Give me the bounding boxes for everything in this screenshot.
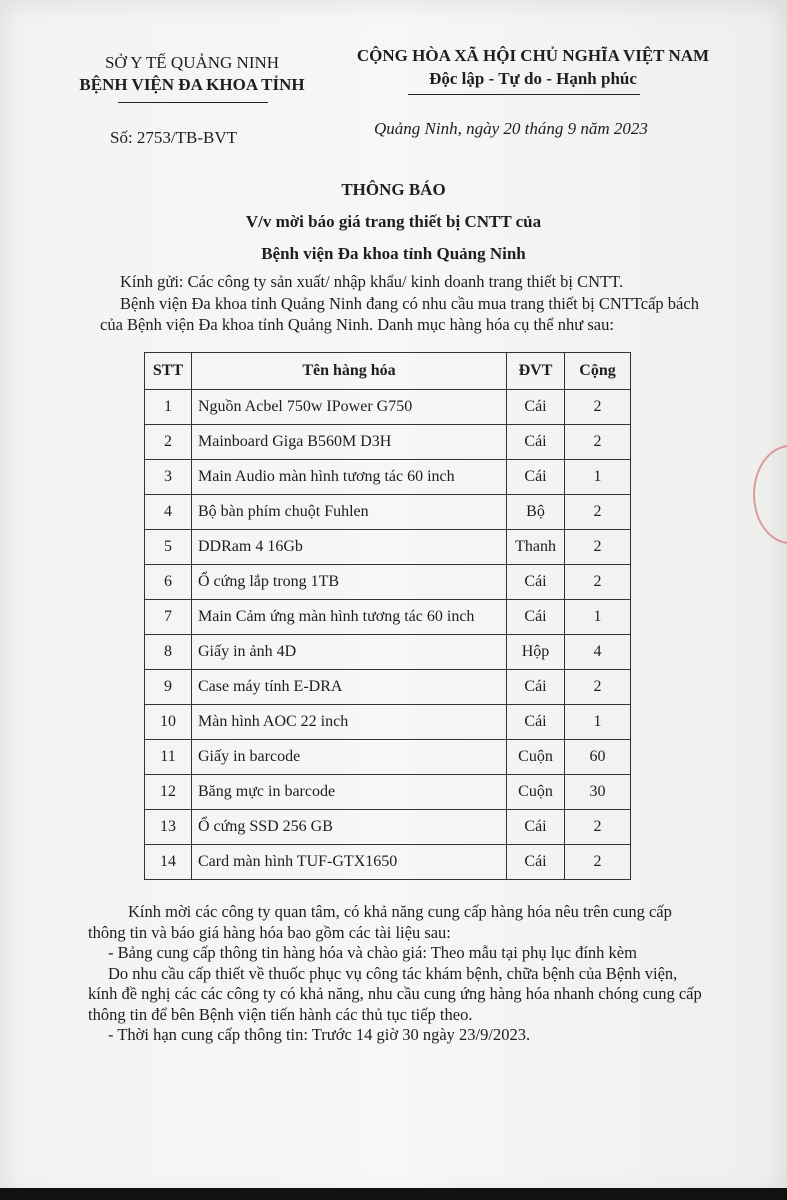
motto-underline [408,94,640,95]
row-stt: 2 [145,425,192,460]
row-stt: 8 [145,635,192,670]
closing-paragraph-2: Do nhu cầu cấp thiết về thuốc phục vụ công tác khám bệnh, chữa bệnh của Bệnh viện, kính đề nghị các các công ty có khả năng, nhu cầu cung ứng hàng hóa nhanh chóng cung cấp thông tin để bên Bệnh viện tiến hành các thủ tục tiếp theo. [88,963,702,1024]
row-item-name: Main Audio màn hình tương tác 60 inch [192,460,507,495]
row-unit: Cái [507,845,565,880]
table-row [145,775,631,810]
row-unit: Bộ [507,495,565,530]
row-stt: 9 [145,670,192,705]
row-unit: Cuộn [507,775,565,810]
row-quantity: 2 [565,425,631,460]
row-item-name: Nguồn Acbel 750w IPower G750 [192,390,507,425]
table-row [145,460,631,495]
row-stt: 1 [145,390,192,425]
agency-underline [118,102,268,103]
row-stt: 12 [145,775,192,810]
red-stamp-edge [753,445,787,544]
row-quantity: 2 [565,845,631,880]
row-unit: Cái [507,810,565,845]
header-stt: STT [145,353,192,390]
department-name: SỞ Y TẾ QUẢNG NINH [104,53,280,72]
row-quantity: 60 [565,740,631,775]
notice-heading: THÔNG BÁO [341,180,446,199]
row-item-name: Ổ cứng SSD 256 GB [192,810,507,845]
row-stt: 5 [145,530,192,565]
row-quantity: 1 [565,705,631,740]
row-item-name: Mainboard Giga B560M D3H [192,425,507,460]
closing-paragraph-1: Kính mời các công ty quan tâm, có khả năng cung cấp hàng hóa nêu trên cung cấp thông tin và báo giá hàng hóa bao gồm các tài liệu sau: [88,902,672,942]
table-row [145,705,631,740]
row-quantity: 2 [565,495,631,530]
table-row [145,425,631,460]
row-quantity: 30 [565,775,631,810]
header-unit: ĐVT [507,353,565,390]
table-row [145,600,631,635]
row-quantity: 2 [565,670,631,705]
table-row [145,845,631,880]
row-quantity: 2 [565,390,631,425]
recipient-line: Kính gửi: Các công ty sản xuất/ nhập khẩu/ kinh doanh trang thiết bị CNTT. [120,272,624,291]
row-unit: Cái [507,565,565,600]
document-number: Số: 2753/TB-BVT [110,128,238,147]
row-quantity: 1 [565,600,631,635]
table-row [145,810,631,845]
row-quantity: 2 [565,810,631,845]
row-item-name: Giấy in barcode [192,740,507,775]
table-row [145,670,631,705]
row-unit: Hộp [507,635,565,670]
row-item-name: Màn hình AOC 22 inch [192,705,507,740]
row-item-name: Main Cảm ứng màn hình tương tác 60 inch [192,600,507,635]
row-item-name: DDRam 4 16Gb [192,530,507,565]
closing-bullet-1: - Bảng cung cấp thông tin hàng hóa và chào giá: Theo mẫu tại phụ lục đính kèm [108,943,637,962]
row-quantity: 2 [565,565,631,600]
document-date: Quảng Ninh, ngày 20 tháng 9 năm 2023 [374,119,648,138]
row-item-name: Giấy in ảnh 4D [192,635,507,670]
closing-bullet-2: - Thời hạn cung cấp thông tin: Trước 14 giờ 30 ngày 23/9/2023. [108,1025,531,1044]
national-motto: Độc lập - Tự do - Hạnh phúc [429,69,637,88]
row-stt: 14 [145,845,192,880]
row-unit: Cuộn [507,740,565,775]
notice-subject-line-1: V/v mời báo giá trang thiết bị CNTT của [245,212,542,231]
row-item-name: Case máy tính E-DRA [192,670,507,705]
row-quantity: 4 [565,635,631,670]
row-stt: 3 [145,460,192,495]
hospital-name: BỆNH VIỆN ĐA KHOA TỈNH [79,75,305,94]
row-unit: Cái [507,460,565,495]
row-item-name: Card màn hình TUF-GTX1650 [192,845,507,880]
row-stt: 11 [145,740,192,775]
row-stt: 4 [145,495,192,530]
republic-title: CỘNG HÒA XÃ HỘI CHỦ NGHĨA VIỆT NAM [356,46,710,65]
row-stt: 7 [145,600,192,635]
row-unit: Cái [507,425,565,460]
table-row [145,390,631,425]
row-quantity: 2 [565,530,631,565]
row-stt: 10 [145,705,192,740]
issuing-agency [62,52,322,96]
row-unit: Cái [507,670,565,705]
row-unit: Cái [507,705,565,740]
header-quantity: Cộng [565,353,631,390]
row-unit: Thanh [507,530,565,565]
row-item-name: Bộ bàn phím chuột Fuhlen [192,495,507,530]
national-header [328,44,738,90]
row-quantity: 1 [565,460,631,495]
table-row [145,635,631,670]
table-row [145,565,631,600]
goods-table [144,352,631,880]
intro-paragraph: Bệnh viện Đa khoa tỉnh Quảng Ninh đang có nhu cầu mua trang thiết bị CNTTcấp bách của Bệnh viện Đa khoa tỉnh Quảng Ninh. Danh mục hàng hóa cụ thể như sau: [100,294,699,334]
notice-subject-line-2: Bệnh viện Đa khoa tỉnh Quảng Ninh [261,244,526,263]
row-item-name: Ổ cứng lắp trong 1TB [192,565,507,600]
table-row [145,530,631,565]
header-item-name: Tên hàng hóa [192,353,507,390]
table-header-row [145,353,631,390]
closing-section [88,902,708,1046]
scan-bottom-edge [0,1188,787,1200]
row-stt: 6 [145,565,192,600]
row-unit: Cái [507,600,565,635]
row-item-name: Băng mực in barcode [192,775,507,810]
row-unit: Cái [507,390,565,425]
table-row [145,495,631,530]
row-stt: 13 [145,810,192,845]
table-row [145,740,631,775]
